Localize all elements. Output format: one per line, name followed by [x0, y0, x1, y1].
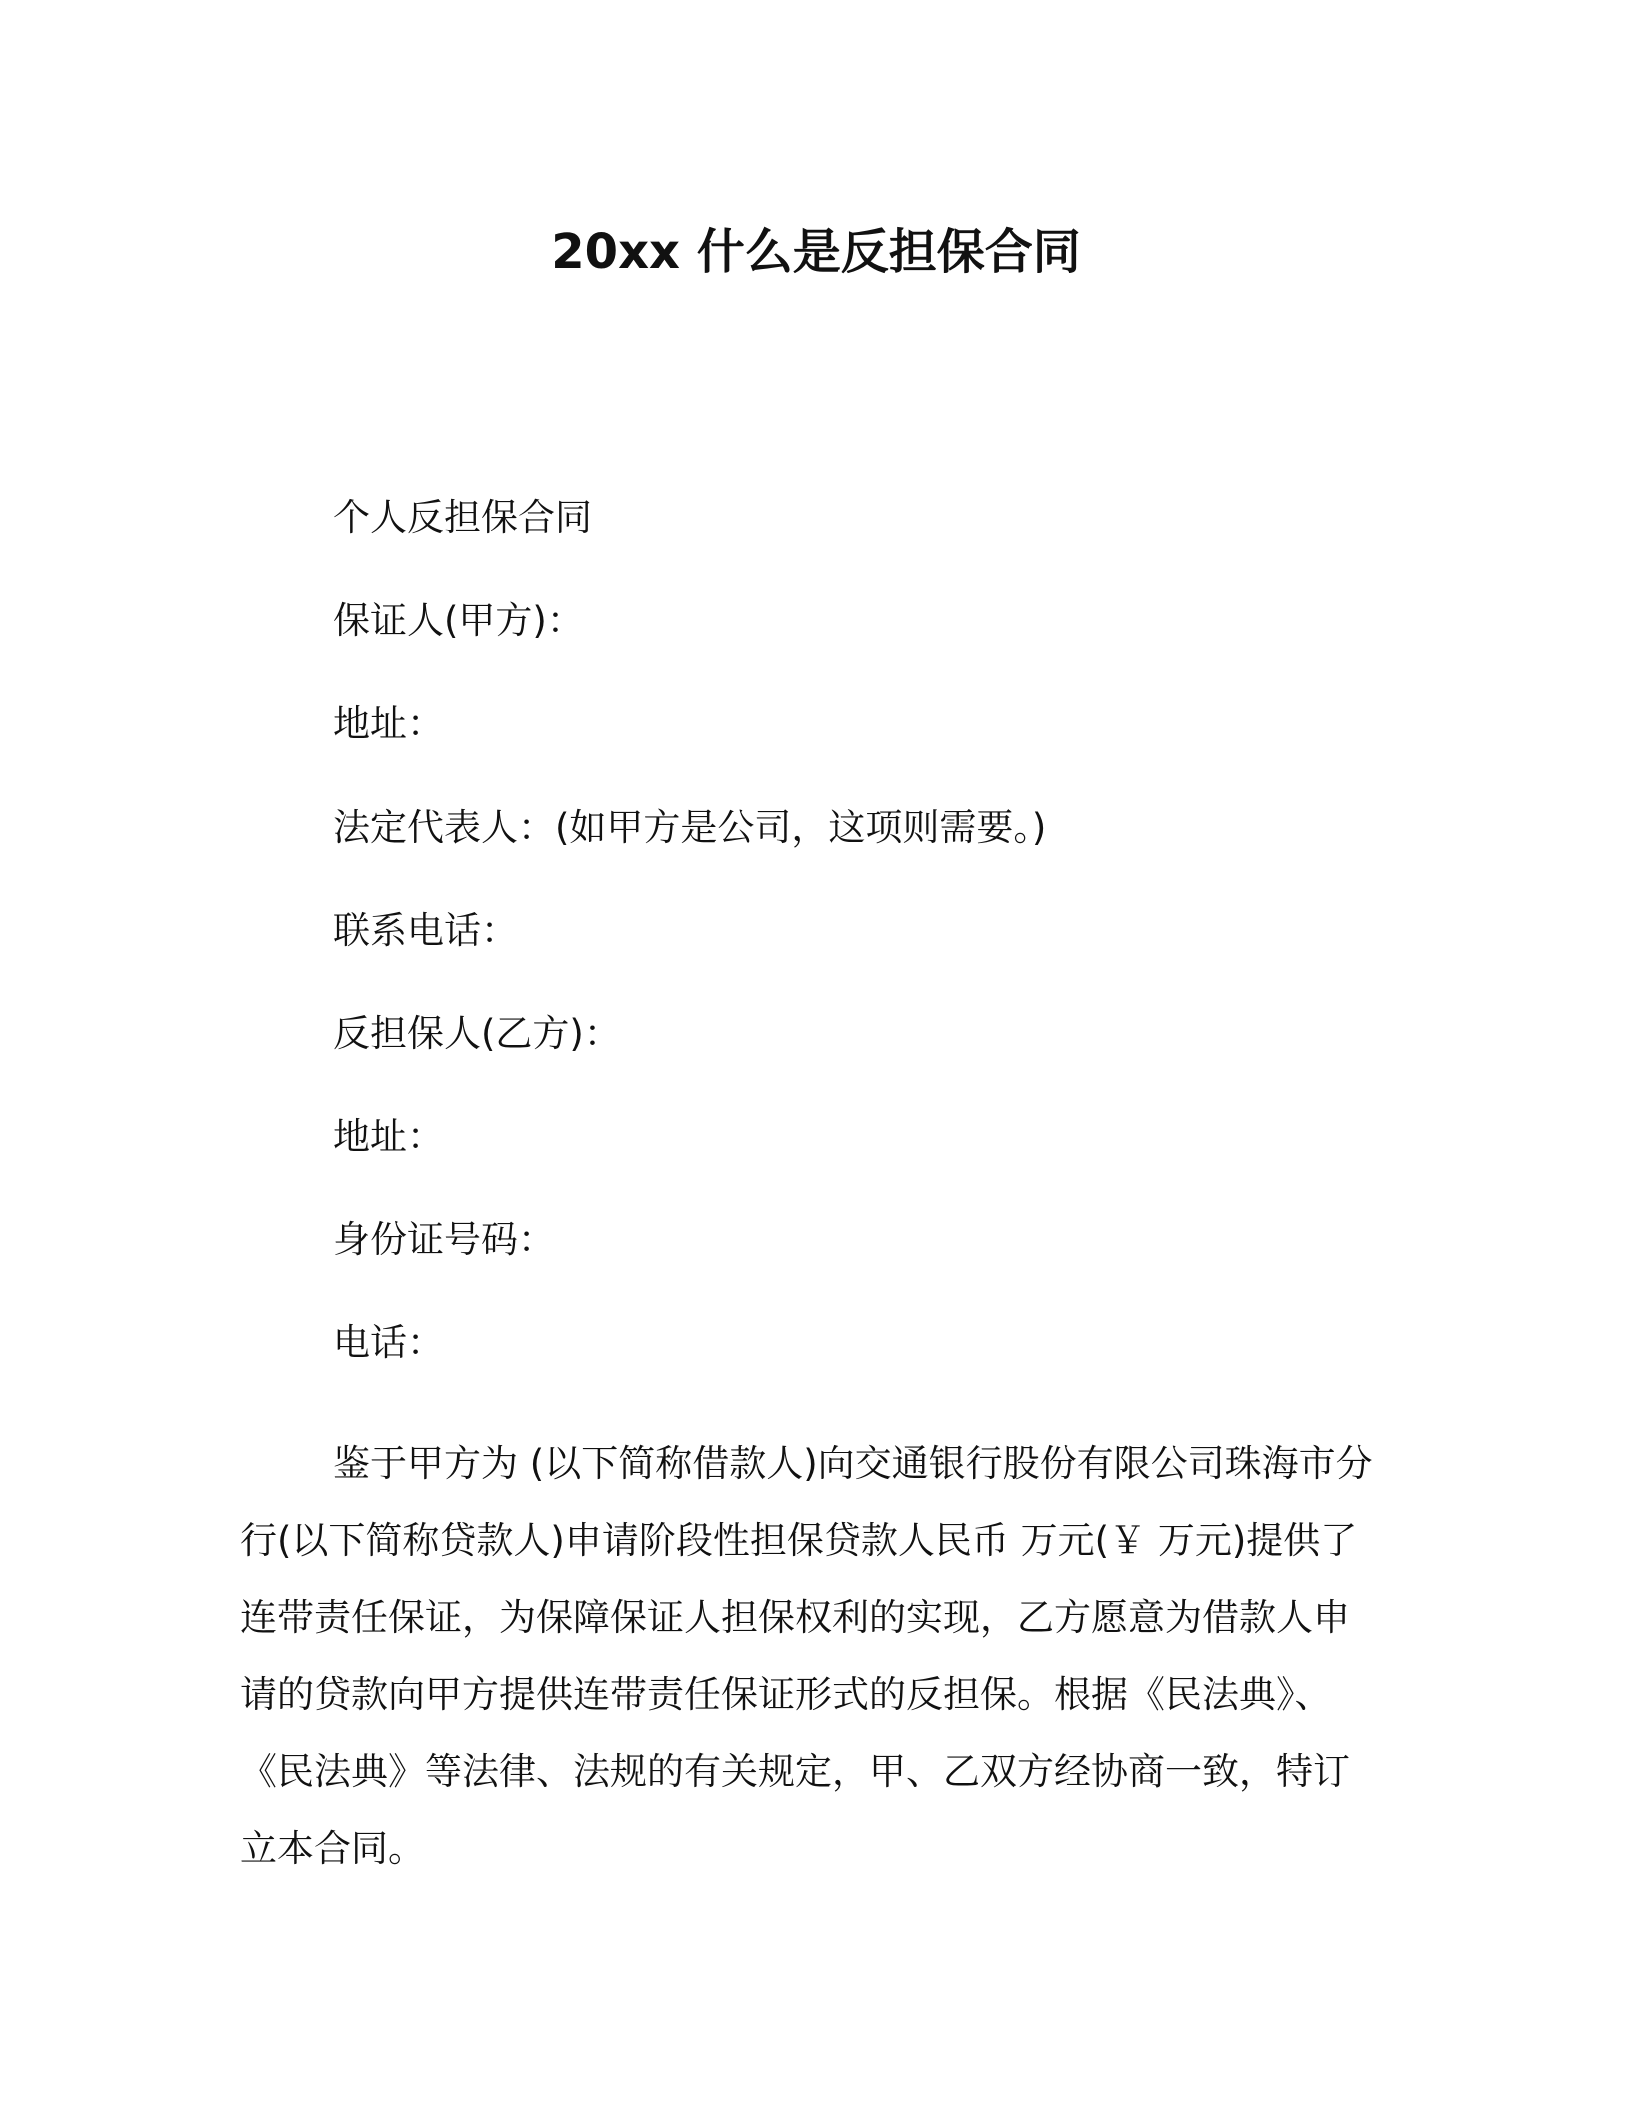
id-number-label: 身份证号码：: [333, 1218, 555, 1261]
paragraph-line: 连带责任保证，为保障保证人担保权利的实现，乙方愿意为借款人申: [240, 1596, 1350, 1639]
paragraph-line: 立本合同。: [240, 1827, 425, 1870]
preamble-paragraph: [240, 1425, 1373, 1887]
counter-guarantor-address-label: 地址：: [333, 1115, 444, 1158]
contract-heading: 个人反担保合同: [333, 496, 592, 539]
paragraph-line: 请的贷款向甲方提供连带责任保证形式的反担保。根据《民法典》、: [240, 1673, 1332, 1716]
contact-phone-label: 联系电话：: [333, 909, 518, 952]
document-title: 20xx 什么是反担保合同: [551, 224, 1081, 280]
guarantor-address-label: 地址：: [333, 702, 444, 745]
paragraph-line: 鉴于甲方为 (以下简称借款人)向交通银行股份有限公司珠海市分: [333, 1442, 1373, 1485]
guarantor-label: 保证人(甲方)：: [333, 599, 584, 642]
paragraph-line: 行(以下简称贷款人)申请阶段性担保贷款人民币 万元(￥ 万元)提供了: [240, 1519, 1358, 1562]
legal-representative-label: 法定代表人：(如甲方是公司，这项则需要。): [333, 806, 1047, 849]
phone-label: 电话：: [333, 1321, 444, 1364]
paragraph-line: 《民法典》等法律、法规的有关规定，甲、乙双方经协商一致，特订: [240, 1750, 1350, 1793]
counter-guarantor-label: 反担保人(乙方)：: [333, 1012, 621, 1055]
